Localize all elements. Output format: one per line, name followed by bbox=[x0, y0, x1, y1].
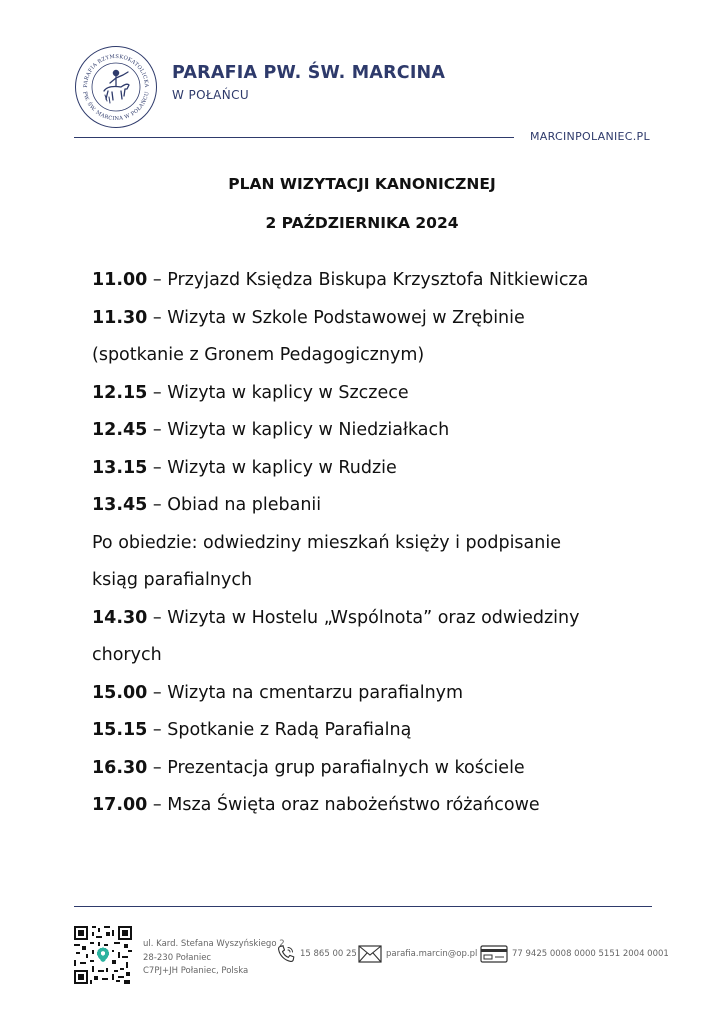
address-plus-code: C7PJ+JH Połaniec, Polska bbox=[143, 966, 249, 976]
schedule-line bbox=[92, 787, 692, 825]
schedule-line bbox=[92, 337, 692, 375]
schedule-time: 16.30 bbox=[92, 757, 148, 778]
schedule-time: 12.15 bbox=[92, 382, 148, 403]
schedule-line bbox=[92, 525, 692, 563]
email-address[interactable]: parafia.marcin@op.pl bbox=[386, 949, 478, 959]
envelope-icon bbox=[358, 945, 382, 963]
header-divider bbox=[74, 137, 514, 138]
schedule-text: – Wizyta na cmentarzu parafialnym bbox=[147, 682, 464, 703]
parish-name: PARAFIA PW. ŚW. MARCINA bbox=[172, 63, 446, 83]
schedule-text: – Wizyta w kaplicy w Niedziałkach bbox=[147, 420, 450, 440]
schedule-text: – Prezentacja grup parafialnych w kościele bbox=[147, 757, 525, 778]
document-date: 2 PAŹDZIERNIKA 2024 bbox=[265, 214, 459, 232]
schedule-text: – Spotkanie z Radą Parafialną bbox=[147, 720, 412, 740]
footer-divider bbox=[74, 906, 652, 907]
schedule-time: 14.30 bbox=[92, 607, 148, 628]
qr-code-icon[interactable] bbox=[74, 926, 132, 984]
schedule-time: 17.00 bbox=[92, 795, 148, 815]
phone-icon bbox=[276, 944, 296, 964]
parish-location: W POŁAŃCU bbox=[172, 88, 250, 102]
schedule-time: 15.00 bbox=[92, 682, 148, 703]
schedule-line bbox=[92, 412, 692, 450]
website-link[interactable]: MARCINPOLANIEC.PL bbox=[530, 130, 650, 143]
schedule-time: 13.15 bbox=[92, 457, 148, 478]
bank-card-icon bbox=[480, 945, 508, 963]
schedule-time: 12.45 bbox=[92, 420, 148, 440]
svg-text:PW. ŚW. MARCINA W POŁAŃCU: PW. ŚW. MARCINA W POŁAŃCU bbox=[81, 90, 151, 123]
schedule-line bbox=[92, 375, 692, 413]
schedule-time: 15.15 bbox=[92, 720, 148, 740]
schedule-text: – Msza Święta oraz nabożeństwo różańcowe bbox=[147, 795, 540, 815]
schedule-text: – Obiad na plebanii bbox=[147, 495, 322, 515]
schedule-text: – Wizyta w Hostelu „Wspólnota” oraz odwiedziny bbox=[147, 607, 580, 628]
schedule-text: – Przyjazd Księdza Biskupa Krzysztofa Nitkiewicza bbox=[147, 270, 589, 290]
schedule-line bbox=[92, 300, 692, 338]
schedule-line bbox=[92, 562, 692, 600]
schedule-line bbox=[92, 675, 692, 713]
schedule-text: Po obiedzie: odwiedziny mieszkań księży i podpisanie bbox=[92, 532, 561, 553]
schedule-line bbox=[92, 637, 692, 675]
document-title: PLAN WIZYTACJI KANONICZNEJ bbox=[228, 175, 496, 193]
schedule-text: ksiąg parafialnych bbox=[92, 570, 253, 590]
visit-schedule bbox=[92, 262, 692, 825]
schedule-text: – Wizyta w kaplicy w Szczece bbox=[147, 382, 409, 403]
parish-address bbox=[143, 938, 285, 979]
schedule-line bbox=[92, 600, 692, 638]
address-street: ul. Kard. Stefana Wyszyńskiego 2 bbox=[143, 939, 285, 949]
schedule-line bbox=[92, 712, 692, 750]
schedule-time: 11.00 bbox=[92, 270, 148, 290]
schedule-line bbox=[92, 750, 692, 788]
address-city: 28-230 Połaniec bbox=[143, 952, 212, 963]
svg-text:PARAFIA RZYMSKOKATOLICKA: PARAFIA RZYMSKOKATOLICKA bbox=[82, 53, 150, 88]
schedule-text: chorych bbox=[92, 645, 162, 665]
schedule-text: (spotkanie z Gronem Pedagogicznym) bbox=[92, 345, 425, 365]
schedule-text: – Wizyta w kaplicy w Rudzie bbox=[147, 457, 397, 478]
schedule-line bbox=[92, 262, 692, 300]
schedule-line bbox=[92, 450, 692, 488]
schedule-time: 13.45 bbox=[92, 495, 148, 515]
schedule-time: 11.30 bbox=[92, 307, 148, 328]
schedule-line bbox=[92, 487, 692, 525]
schedule-text: – Wizyta w Szkole Podstawowej w Zrębinie bbox=[147, 307, 525, 328]
bank-account-number: 77 9425 0008 0000 5151 2004 0001 bbox=[512, 949, 669, 959]
phone-number[interactable]: 15 865 00 25 bbox=[300, 949, 357, 959]
saint-martin-on-horse-icon bbox=[104, 70, 129, 103]
parish-seal-logo bbox=[74, 45, 158, 129]
